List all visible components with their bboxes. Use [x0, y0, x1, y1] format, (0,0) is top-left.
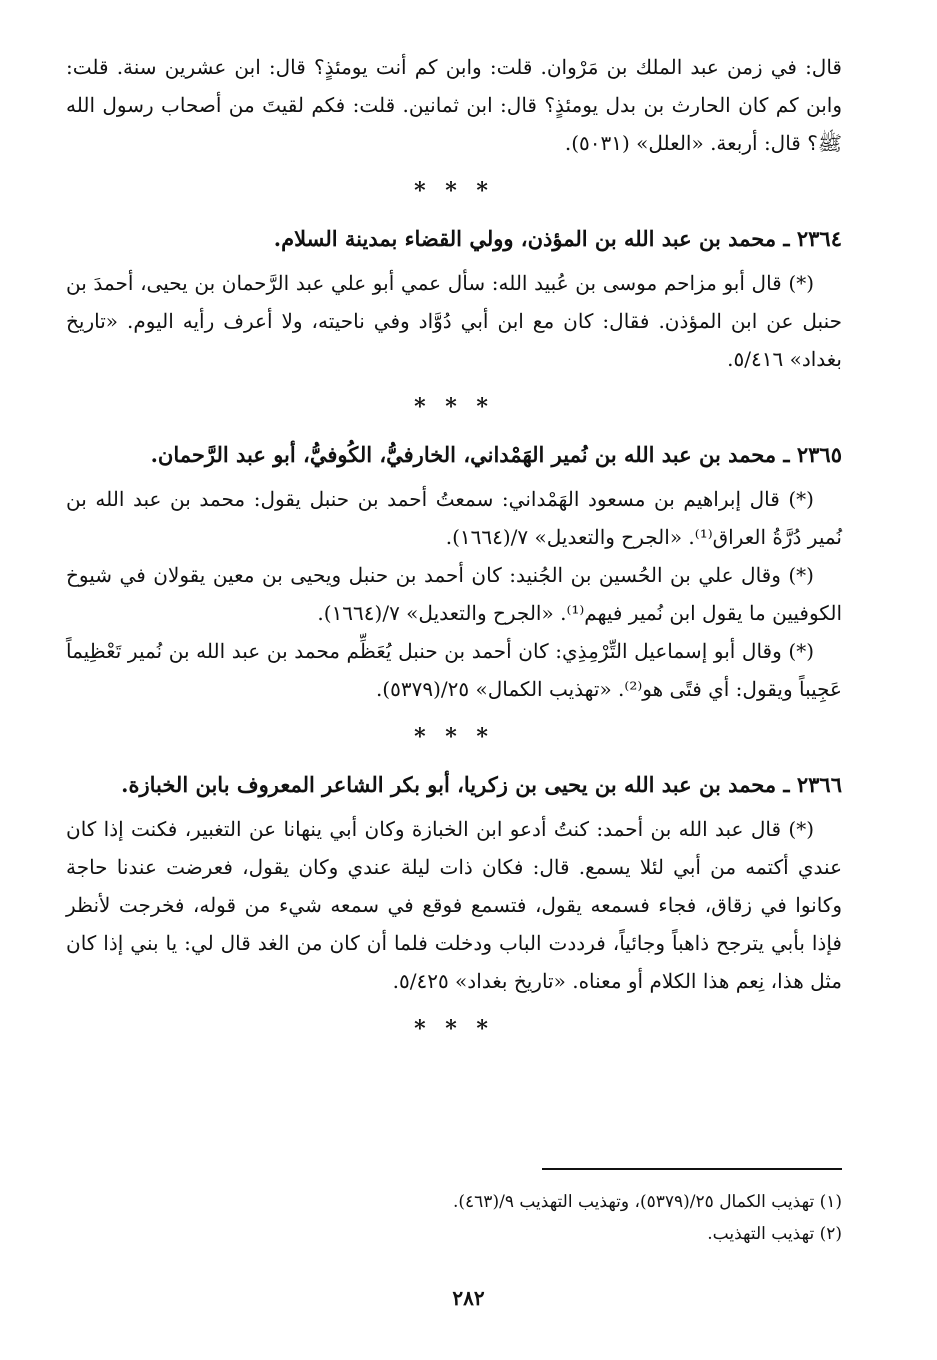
entry-paragraph: (*) وقال أبو إسماعيل التِّرْمِذِي: كان أحمد بن حنبل يُعَظِّم محمد بن عبد الله بن نُمير تَعْظِيماً عَجِيباً ويقول: أي فتًى هو⁽²⁾. «تهذيب الكمال» ٢٥/(٥٣٧٩). [66, 639, 842, 701]
entry-2364 [66, 220, 842, 378]
entry-heading: ٢٣٦٦ ـ محمد بن عبد الله بن يحيى بن زكريا، أبو بكر الشاعر المعروف بابن الخبازة. [121, 772, 842, 797]
section-separator: * * * [414, 1016, 494, 1042]
entry-heading: ٢٣٦٤ ـ محمد بن عبد الله بن المؤذن، وولي القضاء بمدينة السلام. [273, 226, 842, 251]
footnote-1: (١) تهذيب الكمال ٢٥/(٥٣٧٩)، وتهذيب التهذيب ٩/(٤٦٣). [452, 1192, 842, 1212]
section-separator: * * * [414, 178, 494, 204]
entry-paragraph: (*) قال عبد الله بن أحمد: كنتُ أدعو ابن الخبازة وكان أبي ينهانا عن التغبير، فكنت إذا كان عندي أكتمه من أبي لئلا يسمع. قال: فكان ذات ليلة عندي وكان يقول، فعرضت عندنا حاجة وكانوا في زقاق، فجاء فسمعه يقول، فتسمع فوقع في سمعه شيء من قوله، فخرجت لأنظر فإذا بأبي يترجح ذاهباً وجائياً، فرددت الباب ودخلت فلما أن كان من الغد قال لي: يا بني إذا كان مثل هذا، نِعم هذا الكلام أو معناه. «تاريخ بغداد» ٥/٤٢٥. [66, 817, 842, 993]
section-separator: * * * [414, 724, 494, 750]
entry-paragraph: (*) قال إبراهيم بن مسعود الهَمْداني: سمعتُ أحمد بن حنبل يقول: محمد بن عبد الله بن نُمير دُرَّةُ العراق⁽¹⁾. «الجرح والتعديل» ٧/(١٦٦٤). [66, 487, 842, 549]
entry-paragraph: (*) وقال علي بن الحُسين بن الجُنيد: كان أحمد بن حنبل ويحيى بن معين يقولان في شيوخ الكوفيين ما يقول ابن نُمير فيهم⁽¹⁾. «الجرح والتعديل» ٧/(١٦٦٤). [66, 563, 842, 625]
entry-paragraph: (*) قال أبو مزاحم موسى بن عُبيد الله: سأل عمي أبو علي عبد الرَّحمان بن يحيى، أحمدَ بن حنبل عن ابن المؤذن. فقال: كان مع ابن أبي دُوَّاد وفي ناحيته، ولا أعرف رأيه اليوم. «تاريخ بغداد» ٥/٤١٦. [66, 271, 842, 371]
entry-heading: ٢٣٦٥ ـ محمد بن عبد الله بن نُمير الهَمْداني، الخارفيُّ، الكُوفيُّ، أبو عبد الرَّحمان. [150, 442, 842, 467]
footnote-2: (٢) تهذيب التهذيب. [707, 1224, 842, 1244]
footnotes [66, 1186, 842, 1250]
section-separator: * * * [414, 394, 494, 420]
entry-2366 [66, 766, 842, 1000]
top-paragraph: قال: في زمن عبد الملك بن مَرْوان. قلت: وابن كم أنت يومئذٍ؟ قال: ابن عشرين سنة. قلت: وابن كم كان الحارث بن بدل يومئذٍ؟ قال: ابن ثمانين. قلت: فكم لقيتَ من أصحاب رسول الله ﷺ؟ قال: أربعة. «العلل» (٥٠٣١). [66, 55, 842, 155]
footnote-divider [542, 1168, 842, 1170]
page-number: ٢٨٢ [452, 1286, 485, 1310]
entry-2365 [66, 436, 842, 708]
